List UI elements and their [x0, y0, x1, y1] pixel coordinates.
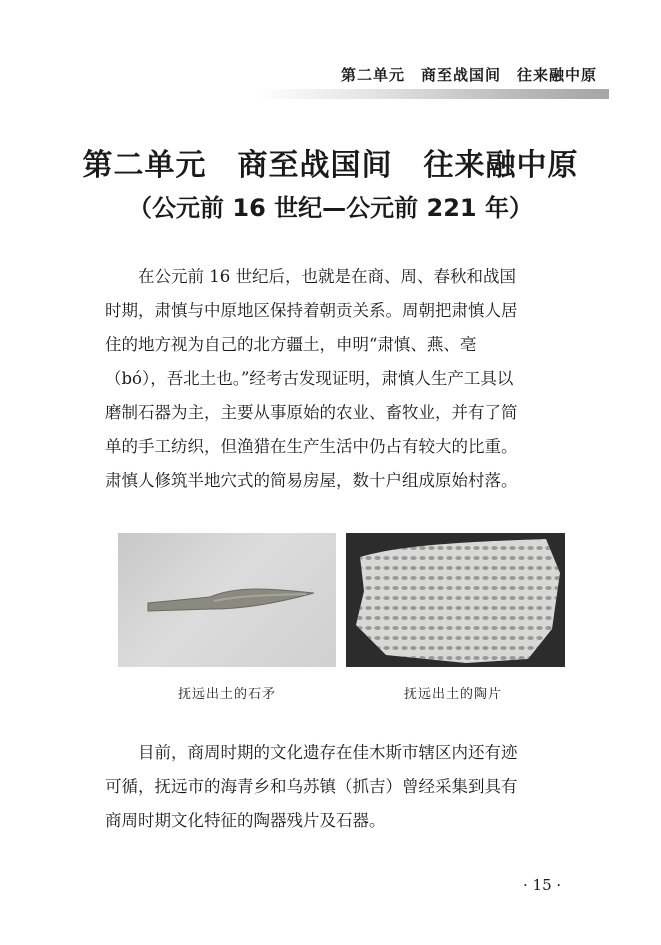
stone-spear-illustration: [118, 533, 336, 667]
stone-spear-photo: [118, 533, 336, 667]
running-head: [0, 62, 661, 102]
body-paragraph-1: [105, 260, 580, 498]
pottery-shard-photo: [346, 533, 565, 667]
body-paragraph-2: [105, 736, 580, 838]
paragraph-line: 在公元前 16 世纪后，也就是在商、周、春秋和战国: [138, 267, 516, 286]
paragraph-line: 商周时期文化特征的陶器残片及石器。: [105, 811, 386, 830]
paragraph-line: 住的地方视为自己的北方疆土，申明“肃慎、燕、亳: [105, 335, 477, 354]
paragraph-line: 时期，肃慎与中原地区保持着朝贡关系。周朝把肃慎人居: [105, 301, 518, 320]
chapter-title: 第二单元 商至战国间 往来融中原: [82, 148, 579, 183]
running-head-text: 第二单元 商至战国间 往来融中原: [340, 66, 597, 84]
page-number: · 15 ·: [523, 876, 562, 894]
paragraph-line: 磨制石器为主，主要从事原始的农业、畜牧业，并有了简: [105, 403, 518, 422]
pottery-shard-illustration: [346, 533, 565, 667]
paragraph-line: 目前，商周时期的文化遗存在佳木斯市辖区内还有迹: [138, 743, 518, 762]
paragraph-line: 可循，抚远市的海青乡和乌苏镇（抓吉）曾经采集到具有: [105, 777, 518, 796]
caption-stone-spear: 抚远出土的石矛: [178, 687, 277, 702]
running-head-gradient-bar: [255, 89, 609, 99]
paragraph-line: （bó），吾北土也。”经考古发现证明，肃慎人生产工具以: [105, 369, 514, 388]
caption-pottery-shard: 抚远出土的陶片: [404, 687, 503, 702]
paragraph-line: 肃慎人修筑半地穴式的简易房屋，数十户组成原始村落。: [105, 471, 518, 490]
paragraph-line: 单的手工纺织，但渔猎在生产生活中仍占有较大的比重。: [105, 437, 518, 456]
chapter-subtitle: （公元前 16 世纪—公元前 221 年）: [128, 194, 533, 222]
